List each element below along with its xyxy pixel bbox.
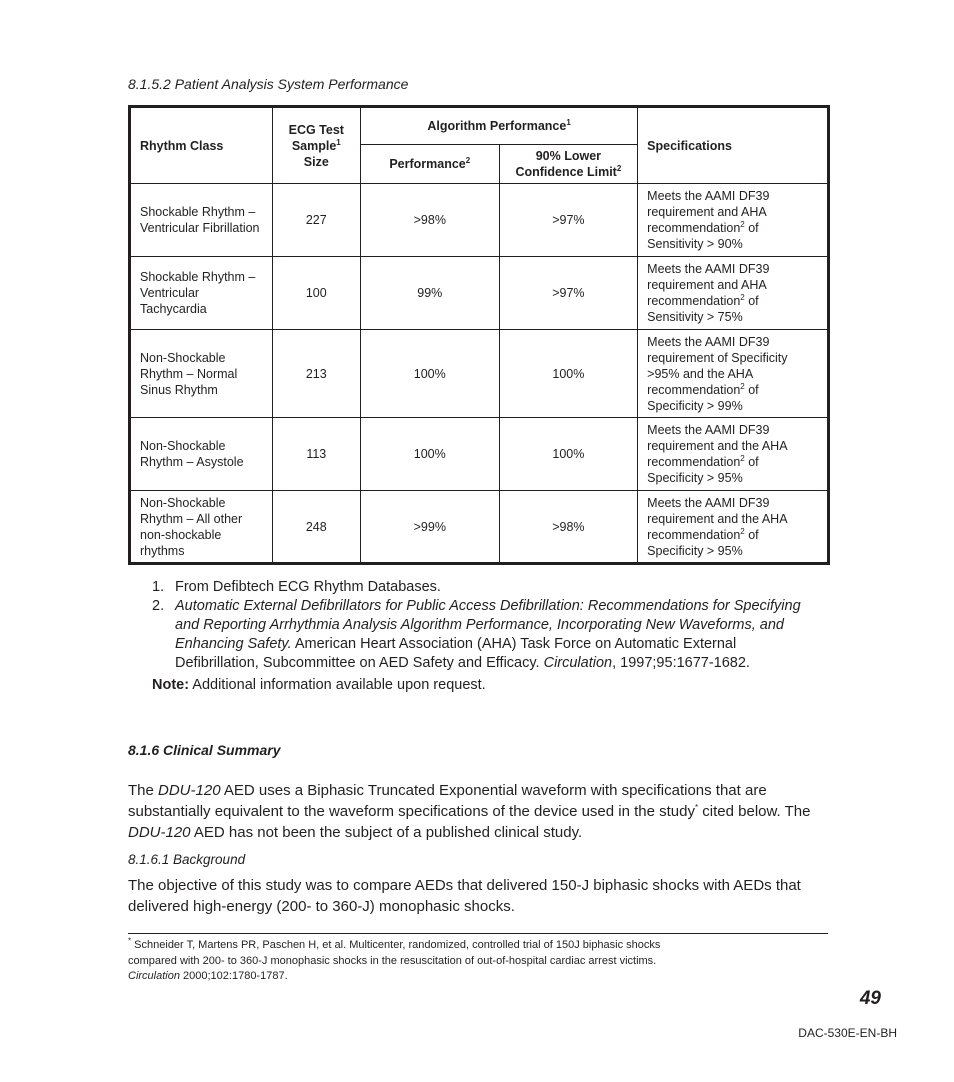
cell-lower-limit: 100% — [499, 330, 638, 418]
header-performance — [360, 145, 499, 184]
table-row — [130, 330, 829, 418]
note — [152, 676, 822, 695]
cell-performance: 100% — [360, 330, 499, 418]
cell-performance: >98% — [360, 184, 499, 257]
cell-lower-limit: >97% — [499, 257, 638, 330]
footnote-divider — [128, 933, 828, 934]
spec-text: Meets the AAMI DF39 requirement and the AHA recommendation — [647, 423, 787, 469]
header-rhythm-class: Rhythm Class — [130, 107, 273, 184]
spec-criterion: of Specificity > 99% — [647, 382, 759, 413]
cell-sample-size: 100 — [272, 257, 360, 330]
header-lower-limit-footnote-ref: 2 — [616, 163, 622, 173]
reference-citation: 2000;102:1780-1787. — [179, 970, 288, 982]
footnote-number: 2. — [152, 598, 165, 614]
cell-specification — [638, 257, 829, 330]
background-heading: 8.1.6.1 Background — [128, 852, 246, 867]
note-label: Note: — [152, 677, 190, 693]
header-lower-confidence-limit — [499, 145, 638, 184]
performance-table — [128, 105, 830, 565]
cell-performance: 100% — [360, 418, 499, 491]
reference-marker: * — [695, 803, 699, 812]
cell-sample-size: 248 — [272, 491, 360, 564]
spec-footnote-ref: 2 — [740, 292, 745, 302]
footnote-body: American Heart Association (AHA) Task Force on Automatic External Defibrillation, Subcommittee on AED Safety and Efficacy. — [175, 636, 737, 671]
spec-criterion: of Specificity > 95% — [647, 455, 759, 485]
header-algorithm-performance — [360, 107, 637, 145]
header-ecg-test-size — [272, 107, 360, 184]
clinical-summary-paragraph — [128, 780, 818, 843]
para-text: AED has not been the subject of a published clinical study. — [190, 824, 583, 841]
footnote-number: 1. — [152, 579, 165, 595]
table-row — [130, 491, 829, 564]
section-heading: 8.1.5.2 Patient Analysis System Performance — [128, 76, 409, 92]
spec-text: Meets the AAMI DF39 requirement and AHA recommendation — [647, 189, 770, 235]
spec-criterion: of Specificity > 95% — [647, 527, 759, 558]
header-algorithm-label: Algorithm Performance — [427, 119, 567, 133]
cell-sample-size: 113 — [272, 418, 360, 491]
spec-criterion: of Sensitivity > 90% — [647, 221, 759, 251]
cell-specification — [638, 491, 829, 564]
cell-rhythm-class: Non-Shockable Rhythm – Normal Sinus Rhythm — [130, 330, 273, 418]
device-name: DDU-120 — [128, 824, 191, 841]
device-name: DDU-120 — [158, 782, 221, 799]
cell-specification — [638, 184, 829, 257]
table-row — [130, 184, 829, 257]
cell-sample-size: 227 — [272, 184, 360, 257]
para-text: The — [128, 782, 159, 799]
header-lower-limit-label: 90% Lower Confidence Limit — [515, 149, 617, 179]
footnote-1 — [152, 578, 822, 597]
cell-lower-limit: 100% — [499, 418, 638, 491]
table-footnotes — [152, 578, 822, 695]
table-row — [130, 418, 829, 491]
footnote-journal: Circulation — [543, 655, 613, 671]
cell-specification — [638, 330, 829, 418]
header-performance-label: Performance — [389, 157, 466, 171]
spec-footnote-ref: 2 — [740, 526, 745, 536]
spec-criterion: of Sensitivity > 75% — [647, 294, 759, 324]
note-text: Additional information available upon request. — [189, 677, 486, 693]
spec-footnote-ref: 2 — [740, 381, 745, 391]
background-paragraph: The objective of this study was to compare AEDs that delivered 150-J biphasic shocks with AEDs that delivered high-energy (200- to 360-J) monophasic shocks. — [128, 877, 801, 915]
para-text: cited below. The — [698, 803, 811, 820]
document-code: DAC-530E-EN-BH — [798, 1026, 897, 1040]
reference-text: Schneider T, Martens PR, Paschen H, et al. Multicenter, randomized, controlled trial of 150J biphasic shocks compared with 200- to 360-J monophasic shocks in the resuscitation of out-of-hospital cardiac arrest victims. — [128, 939, 661, 967]
cell-performance: >99% — [360, 491, 499, 564]
spec-text: Meets the AAMI DF39 requirement and the AHA recommendation — [647, 495, 787, 542]
header-algorithm-footnote-ref: 1 — [566, 117, 571, 127]
header-performance-footnote-ref: 2 — [465, 155, 471, 165]
spec-footnote-ref: 2 — [740, 219, 745, 229]
cell-specification — [638, 418, 829, 491]
cell-rhythm-class: Shockable Rhythm – Ventricular Tachycardia — [130, 257, 273, 330]
footnote-2 — [152, 597, 822, 673]
clinical-summary-heading: 8.1.6 Clinical Summary — [128, 742, 281, 758]
spec-text: Meets the AAMI DF39 requirement and AHA recommendation — [647, 262, 770, 308]
reference-marker: * — [128, 936, 132, 946]
para-text: AED uses a Biphasic Truncated Exponential waveform with specifications that are substantially equivalent to the waveform specifications of the device used in the study — [128, 782, 767, 820]
table-row — [130, 257, 829, 330]
cell-sample-size: 213 — [272, 330, 360, 418]
spec-text: Meets the AAMI DF39 requirement of Specificity >95% and the AHA recommendation — [647, 334, 788, 397]
table-header-row — [130, 107, 829, 145]
cell-lower-limit: >98% — [499, 491, 638, 564]
reference-footnote — [128, 938, 708, 985]
page-number: 49 — [859, 988, 881, 1009]
reference-journal: Circulation — [128, 970, 180, 982]
header-specifications: Specifications — [638, 107, 829, 184]
header-ecg-footnote-ref: 1 — [336, 137, 341, 147]
cell-performance: 99% — [360, 257, 499, 330]
footnote-text: From Defibtech ECG Rhythm Databases. — [175, 579, 441, 595]
spec-footnote-ref: 2 — [740, 453, 745, 463]
cell-rhythm-class: Shockable Rhythm – Ventricular Fibrillation — [130, 184, 273, 257]
cell-lower-limit: >97% — [499, 184, 638, 257]
footnote-title: Automatic External Defibrillators for Public Access Defibrillation: Recommendations for Specifying and Reporting Arrhythmia Analysis Algorithm Performance, Incorporating New Waveforms, and Enhancing Safety. — [175, 598, 801, 652]
footnote-citation: , 1997;95:1677-1682. — [612, 655, 750, 671]
header-ecg-test-label: ECG Test Sample — [288, 122, 344, 153]
header-size-label: Size — [303, 154, 329, 169]
cell-rhythm-class: Non-Shockable Rhythm – All other non-shockable rhythms — [130, 491, 273, 564]
footnote-text — [175, 597, 822, 673]
cell-rhythm-class: Non-Shockable Rhythm – Asystole — [130, 418, 273, 491]
